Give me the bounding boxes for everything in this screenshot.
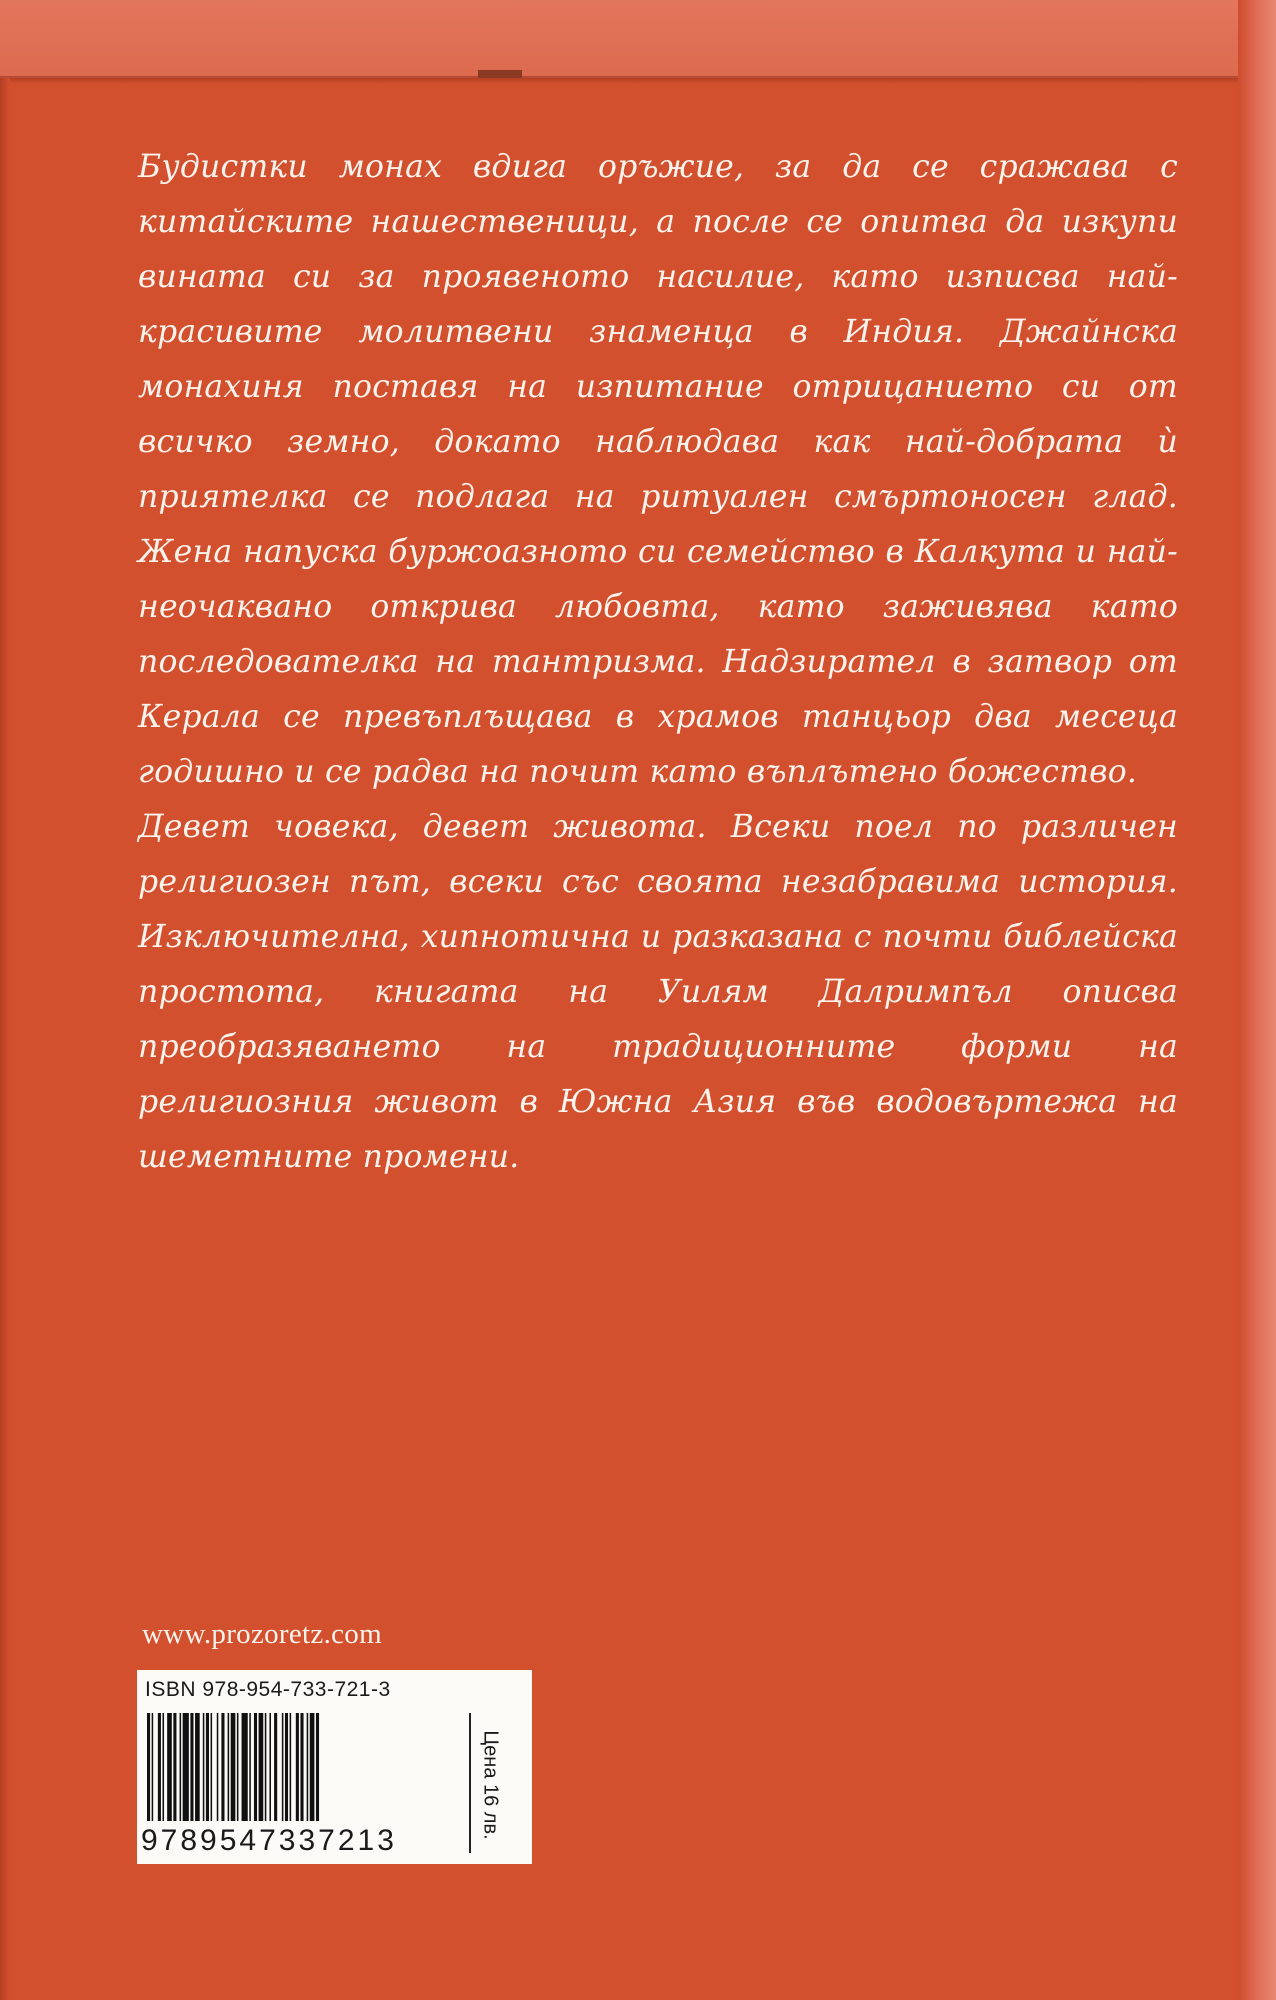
right-cover-edge	[1238, 0, 1276, 2000]
price-label	[475, 1715, 505, 1855]
isbn-number: ISBN 978-954-733-721-3	[145, 1678, 391, 1701]
barcode-bar	[147, 1713, 150, 1821]
blurb-paragraph-2: Девет човека, девет живота. Всеки поел по различен религиозен път, всеки със своята незабравима история. Изключителна, хипнотична и разказана с почти библейска простота, книгата на Уилям Далримпъл описва преобразяването на традиционните форми на религиозния живот в Южна Азия във водовъртежа на шеметните промени.	[138, 809, 1178, 1175]
barcode-bar	[290, 1713, 292, 1821]
barcode-bar	[180, 1713, 182, 1821]
barcode-bar	[206, 1713, 209, 1821]
barcode-bar	[231, 1713, 236, 1821]
barcode-bar	[269, 1713, 271, 1821]
barcode-bar	[158, 1713, 161, 1821]
top-edge-strip	[0, 0, 1276, 78]
barcode-bar	[152, 1713, 154, 1821]
price-divider	[469, 1713, 471, 1853]
barcode-bar	[203, 1713, 205, 1821]
barcode-bar	[254, 1713, 257, 1821]
left-cover-edge	[0, 78, 10, 2000]
barcode-bar	[249, 1713, 251, 1821]
barcode-bar	[217, 1713, 219, 1821]
barcode-bar	[274, 1713, 277, 1821]
barcode-bar	[300, 1713, 303, 1821]
barcode-bar	[265, 1713, 267, 1821]
barcode-digits: 9789547337213	[141, 1824, 397, 1857]
barcode-bar	[282, 1713, 284, 1821]
barcode-bar	[296, 1713, 299, 1821]
barcode-bar	[183, 1713, 189, 1821]
spine-mark	[478, 70, 522, 78]
price-text: Цена 16 лв.	[479, 1730, 502, 1840]
barcode-bar	[228, 1713, 230, 1821]
barcode-bar	[237, 1713, 239, 1821]
barcode-bar	[242, 1713, 248, 1821]
barcode-label	[137, 1670, 532, 1864]
blurb-paragraph-1: Будистки монах вдига оръжие, за да се сражава с китайските нашественици, а после се опитва да изкупи вината си за проявеното насилие, като изписва най-красивите молитвени знаменца в Индия. Джайнска монахиня поставя на изпитание отрицанието си от всичко земно, докато наблюдава как най-добрата ѝ приятелка се подлага на ритуален смъртоносен глад. Жена напуска буржоазното си семейство в Калкута и най-неочаквано открива любовта, като заживява като последователка на тантризма. Надзирател в затвор от Керала се превъплъщава в храмов танцьор два месеца годишно и се радва на почит като въплътено божество.	[138, 149, 1178, 790]
barcode-bar	[221, 1713, 224, 1821]
barcode-bar	[163, 1713, 165, 1821]
publisher-website[interactable]: www.prozoretz.com	[142, 1618, 382, 1650]
blurb-text	[138, 140, 1178, 1185]
barcode-bar	[211, 1713, 213, 1821]
barcode-bar	[316, 1713, 319, 1821]
barcode-bar	[285, 1713, 288, 1821]
barcode-bars	[145, 1713, 463, 1821]
barcode-bar	[195, 1713, 200, 1821]
barcode-bar	[259, 1713, 264, 1821]
barcode-bar	[307, 1713, 309, 1821]
barcode-bar	[173, 1713, 176, 1821]
top-edge-shadow	[0, 76, 1276, 84]
barcode-bar	[310, 1713, 315, 1821]
barcode-bar	[167, 1713, 172, 1821]
barcode-bar	[190, 1713, 193, 1821]
